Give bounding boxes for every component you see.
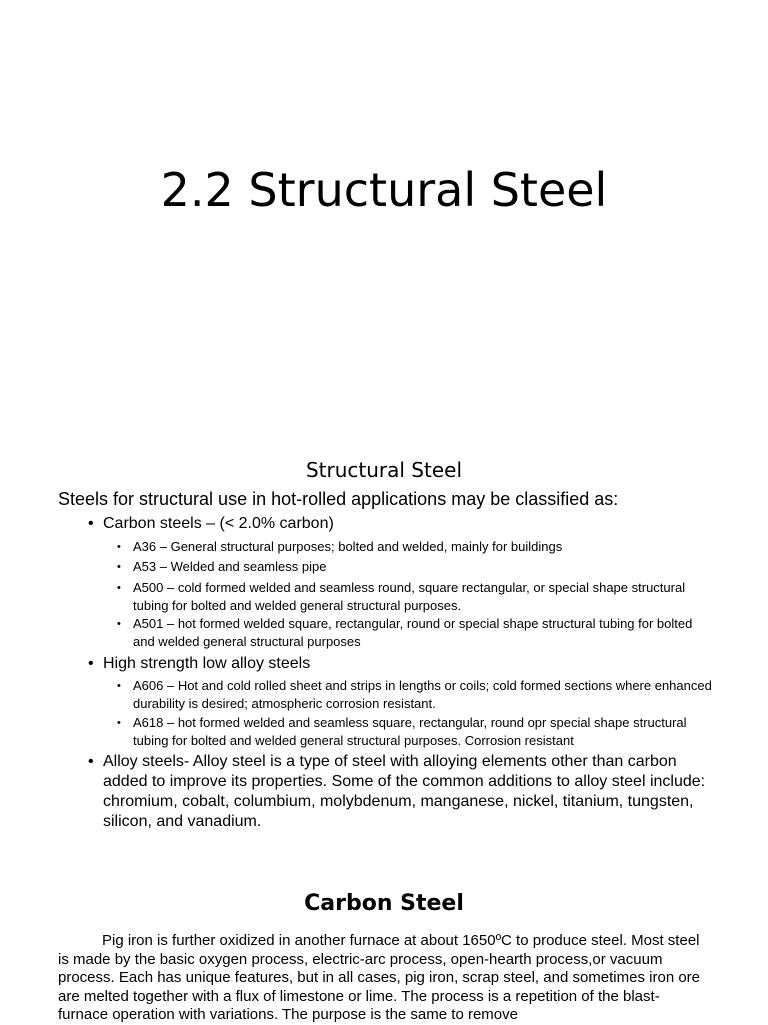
sub-item-text: A501 – hot formed welded square, rectangular, round or special shape structural tubing for bolted and welded general structural purposes xyxy=(133,616,693,649)
sub-item-a501 xyxy=(117,615,712,651)
list-item-alloy-steels xyxy=(88,752,708,832)
sub-item-a36 xyxy=(117,538,712,556)
sub-item-a53 xyxy=(117,558,712,576)
section-heading: Structural Steel xyxy=(305,458,463,482)
sub-item-text: A500 – cold formed welded and seamless round, square rectangular, or special shape structural tubing for bolted and welded general structural purposes. xyxy=(133,580,686,613)
list-item-hsla-steels xyxy=(88,654,708,674)
bullet-icon: • xyxy=(117,680,121,692)
sub-item-text: A618 – hot formed welded and seamless square, rectangular, round opr special shape structural tubing for bolted and welded general structural purposes. Corrosion resistant xyxy=(133,715,687,748)
bullet-icon: • xyxy=(117,717,121,729)
sub-item-a618 xyxy=(117,714,712,750)
list-item-text: High strength low alloy steels xyxy=(103,655,311,672)
sub-item-a606 xyxy=(117,677,712,713)
sub-item-text: A53 – Welded and seamless pipe xyxy=(133,559,327,574)
intro-line: Steels for structural use in hot-rolled applications may be classified as: xyxy=(58,489,619,509)
list-item-carbon-steels xyxy=(88,514,708,534)
bullet-icon: • xyxy=(117,561,121,573)
list-item-text: Alloy steels- Alloy steel is a type of steel with alloying elements other than carbon added to improve its properties. Some of the common additions to alloy steel include: chromium, cobalt, columbium, molybdenum, manganese, nickel, titanium, tungsten, silicon, and vanadium. xyxy=(103,753,706,830)
bullet-icon: • xyxy=(117,618,121,630)
list-item-text: Carbon steels – (< 2.0% carbon) xyxy=(103,515,334,532)
bullet-icon: • xyxy=(88,655,94,672)
sub-item-text: A36 – General structural purposes; bolted and welded, mainly for buildings xyxy=(133,539,563,554)
sub-item-text: A606 – Hot and cold rolled sheet and strips in lengths or coils; cold formed sections where enhanced durability is desired; atmospheric corrosion resistant. xyxy=(133,678,712,711)
carbon-steel-paragraph: Pig iron is further oxidized in another furnace at about 1650ºC to produce steel. Most steel is made by the basic oxygen process, electric-arc process, open-hearth process,or vacuum process. Each has unique features, but in all cases, pig iron, scrap steel, and sometimes iron ore are melted together with a flux of limestone or lime. The process is a repetition of the blast-furnace operation with variations. The purpose is the same to remove xyxy=(58,932,701,1023)
bullet-icon: • xyxy=(117,541,121,553)
bullet-icon: • xyxy=(88,515,94,532)
bullet-icon: • xyxy=(117,582,121,594)
sub-item-a500 xyxy=(117,579,712,615)
slide-title: 2.2 Structural Steel xyxy=(160,163,608,217)
carbon-steel-heading: Carbon Steel xyxy=(304,891,464,916)
bullet-icon: • xyxy=(88,753,94,770)
